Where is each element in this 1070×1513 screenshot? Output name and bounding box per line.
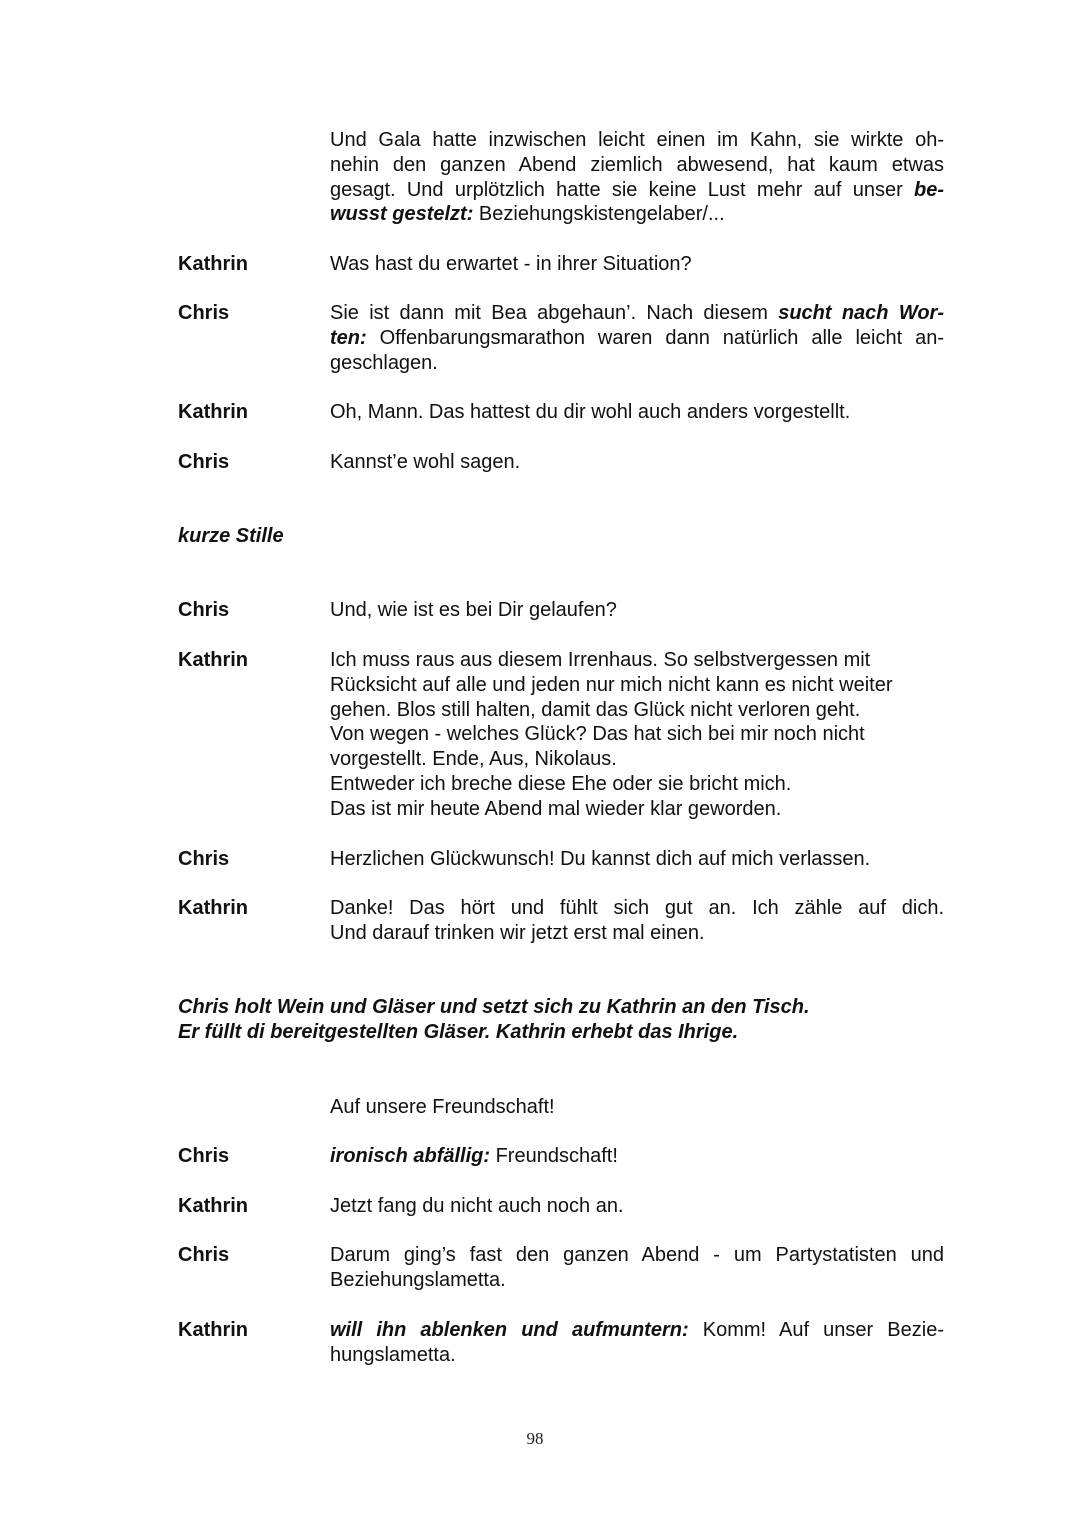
speech-segment: Jetzt fang du nicht auch noch an. — [330, 1195, 624, 1217]
speech-segment: Danke! Das hört und fühlt sich gut an. Ich zähle auf dich. — [330, 897, 944, 919]
speech-line — [330, 797, 944, 822]
speech-line — [330, 450, 944, 475]
speech-line — [330, 598, 944, 623]
stage-direction-inline: sucht nach Wor- — [778, 302, 944, 324]
speaker-name: Kathrin — [178, 1195, 248, 1217]
speech-text — [330, 252, 944, 277]
speech-segment: Was hast du erwartet - in ihrer Situation? — [330, 253, 692, 275]
speech-line — [330, 673, 944, 698]
speech-segment: Beziehungslametta. — [330, 1268, 506, 1291]
speech-segment: hungslametta. — [330, 1343, 456, 1366]
speech-line — [330, 921, 944, 946]
speech-segment: gesagt. Und urplötzlich hatte sie keine Lust mehr auf unser — [330, 178, 914, 201]
stage-direction-inline: ironisch abfällig: — [330, 1145, 491, 1167]
speech-line — [330, 896, 944, 921]
speech-segment: Sie ist dann mit Bea abgehaun’. Nach diesem — [330, 302, 779, 324]
speech-segment: Darum ging’s fast den ganzen Abend - um Partystatisten und — [330, 1244, 944, 1266]
stage-direction-inline: wusst gestelzt: — [330, 203, 474, 226]
stage-direction-inline: ten: — [330, 326, 367, 349]
speech-text — [330, 1243, 944, 1293]
speech-text — [330, 896, 944, 946]
speech-text — [330, 648, 944, 822]
speech-segment: Offenbarungsmarathon waren dann natürlich alle leicht an- — [366, 326, 944, 349]
speech-segment: Kannst’e wohl sagen. — [330, 451, 521, 473]
speech-segment: Ich muss raus aus diesem Irrenhaus. So selbstvergessen mit — [330, 649, 871, 671]
speaker-name: Chris — [178, 848, 230, 870]
stage-direction-line: Er füllt di bereitgestellten Gläser. Kathrin erhebt das Ihrige. — [178, 1021, 739, 1043]
speaker-name: Kathrin — [178, 1319, 248, 1341]
speech-segment: Herzlichen Glückwunsch! Du kannst dich auf mich verlassen. — [330, 848, 871, 870]
speech-line — [330, 351, 944, 376]
speech-text — [330, 598, 944, 623]
speech-line — [330, 1144, 944, 1169]
speech-line — [330, 252, 944, 277]
stage-direction-inline: will ihn ablenken und aufmuntern: — [330, 1319, 689, 1341]
speech-line — [330, 301, 944, 326]
stage-direction-line: Chris holt Wein und Gläser und setzt sich zu Kathrin an den Tisch. — [178, 996, 810, 1018]
speech-segment: Entweder ich breche diese Ehe oder sie bricht mich. — [330, 772, 792, 795]
speech-line — [330, 698, 944, 723]
speech-text — [330, 400, 944, 425]
speech-text — [330, 1318, 944, 1368]
speech-text — [330, 450, 944, 475]
speech-line — [330, 128, 944, 153]
speech-segment: Rücksicht auf alle und jeden nur mich nicht kann es nicht weiter — [330, 673, 893, 696]
speech-line — [330, 847, 944, 872]
speech-line — [330, 772, 944, 797]
speech-line — [330, 1095, 944, 1120]
speaker-name: Kathrin — [178, 253, 248, 275]
speaker-name: Kathrin — [178, 401, 248, 423]
speech-text — [330, 1144, 944, 1169]
speaker-name: Kathrin — [178, 649, 248, 671]
speaker-name: Chris — [178, 1145, 230, 1167]
speaker-name: Kathrin — [178, 897, 248, 919]
speech-text — [330, 128, 944, 227]
speech-segment: Das ist mir heute Abend mal wieder klar geworden. — [330, 797, 782, 820]
speech-line — [330, 202, 944, 227]
speech-segment: Von wegen - welches Glück? Das hat sich bei mir noch nicht — [330, 723, 865, 746]
speech-line — [330, 1243, 944, 1268]
speech-line — [330, 1194, 944, 1219]
speech-line — [330, 747, 944, 772]
speech-segment: nehin den ganzen Abend ziemlich abwesend, hat kaum etwas — [330, 153, 944, 176]
speaker-name: Chris — [178, 1244, 230, 1266]
speech-text — [330, 301, 944, 375]
speech-segment: Und, wie ist es bei Dir gelaufen? — [330, 599, 617, 621]
speech-line — [330, 178, 944, 203]
speech-segment: Auf unsere Freundschaft! — [330, 1096, 555, 1118]
speech-segment: Und darauf trinken wir jetzt erst mal einen. — [330, 921, 705, 944]
stage-direction-line: kurze Stille — [178, 525, 284, 547]
speech-line — [330, 400, 944, 425]
speech-segment: Freundschaft! — [490, 1145, 618, 1167]
stage-direction-inline: be- — [914, 178, 944, 201]
stage-direction — [178, 524, 944, 549]
stage-direction — [178, 995, 944, 1045]
speech-text — [330, 1095, 944, 1120]
speech-line — [330, 1318, 944, 1343]
speech-text — [330, 1194, 944, 1219]
speech-line — [330, 722, 944, 747]
speaker-name: Chris — [178, 599, 230, 621]
speech-line — [330, 153, 944, 178]
speech-segment: vorgestellt. Ende, Aus, Nikolaus. — [330, 748, 617, 771]
speech-text — [330, 847, 944, 872]
page-number: 98 — [526, 1429, 544, 1448]
speech-segment: Und Gala hatte inzwischen leicht einen im Kahn, sie wirkte oh- — [330, 129, 944, 151]
speech-line — [330, 1268, 944, 1293]
speech-segment: Beziehungskistengelaber/... — [473, 203, 725, 226]
speech-line — [330, 1343, 944, 1368]
speech-line — [330, 648, 944, 673]
speech-segment: geschlagen. — [330, 351, 438, 374]
speech-segment: Komm! Auf unser Bezie- — [688, 1319, 944, 1341]
speech-segment: Oh, Mann. Das hattest du dir wohl auch anders vorgestellt. — [330, 401, 851, 423]
speaker-name: Chris — [178, 302, 230, 324]
speech-line — [330, 326, 944, 351]
speech-segment: gehen. Blos still halten, damit das Glück nicht verloren geht. — [330, 698, 861, 721]
speaker-name: Chris — [178, 451, 230, 473]
